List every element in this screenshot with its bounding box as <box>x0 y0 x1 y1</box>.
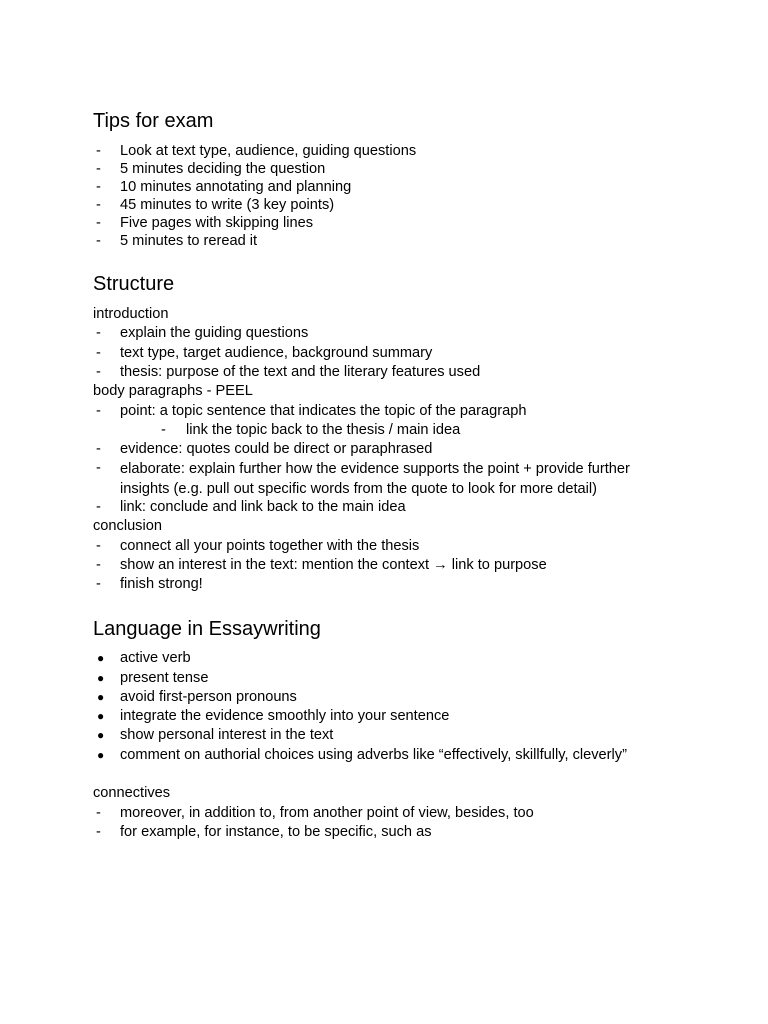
language-item-text: avoid first-person pronouns <box>120 689 297 705</box>
dash-marker: - <box>96 805 101 821</box>
conclusion-item-text: connect all your points together with the thesis <box>120 538 420 554</box>
connectives-label: connectives <box>93 785 171 801</box>
dash-marker: - <box>96 345 101 361</box>
body-item-text: evidence: quotes could be direct or paraphrased <box>120 441 433 457</box>
body-paragraphs-label: body paragraphs - PEEL <box>93 383 253 399</box>
language-heading: Language in Essaywriting <box>93 618 321 640</box>
dash-marker: - <box>96 197 101 213</box>
tips-item-text: 10 minutes annotating and planning <box>120 179 352 195</box>
structure-heading: Structure <box>93 273 175 295</box>
dash-marker: - <box>96 499 101 515</box>
bullet-marker: ● <box>97 671 105 685</box>
tips-item-text: 5 minutes to reread it <box>120 233 258 249</box>
conclusion-item-text: show an interest in the text: mention the context → link to purpose <box>120 557 547 573</box>
bullet-marker: ● <box>97 690 105 704</box>
connectives-item-text: for example, for instance, to be specific, such as <box>120 824 432 840</box>
dash-marker: - <box>96 441 101 457</box>
dash-marker: - <box>96 460 101 476</box>
bullet-marker: ● <box>97 748 105 762</box>
language-item-text: show personal interest in the text <box>120 727 334 743</box>
dash-marker: - <box>96 143 101 159</box>
dash-marker: - <box>96 233 101 249</box>
dash-marker: - <box>96 215 101 231</box>
language-item-text: comment on authorial choices using adverbs like “effectively, skillfully, cleverly” <box>120 747 627 763</box>
introduction-label: introduction <box>93 306 169 322</box>
tips-item-text: 5 minutes deciding the question <box>120 161 326 177</box>
introduction-item-text: explain the guiding questions <box>120 325 309 341</box>
body-item-text: link: conclude and link back to the main idea <box>120 499 406 515</box>
tips-item-text: Look at text type, audience, guiding questions <box>120 143 417 159</box>
conclusion-label: conclusion <box>93 518 162 534</box>
dash-marker: - <box>96 538 101 554</box>
bullet-marker: ● <box>97 709 105 723</box>
language-item-text: active verb <box>120 650 191 666</box>
dash-marker: - <box>96 824 101 840</box>
conclusion-item-text: finish strong! <box>120 576 203 592</box>
dash-marker: - <box>96 576 101 592</box>
dash-marker: - <box>96 161 101 177</box>
introduction-item-text: text type, target audience, background summary <box>120 345 433 361</box>
dash-marker: - <box>96 403 101 419</box>
dash-marker: - <box>96 364 101 380</box>
dash-marker: - <box>96 179 101 195</box>
dash-marker: - <box>96 325 101 341</box>
language-item-text: integrate the evidence smoothly into your sentence <box>120 708 450 724</box>
tips-item-text: Five pages with skipping lines <box>120 215 314 231</box>
bullet-marker: ● <box>97 651 105 665</box>
introduction-item-text: thesis: purpose of the text and the literary features used <box>120 364 481 380</box>
body-item-text: elaborate: explain further how the evidence supports the point + provide further insights (e.g. pull out specific words from the quote to look for more detail) <box>120 461 630 497</box>
tips-item-text: 45 minutes to write (3 key points) <box>120 197 335 213</box>
connectives-item-text: moreover, in addition to, from another point of view, besides, too <box>120 805 534 821</box>
dash-marker: - <box>96 557 101 573</box>
bullet-marker: ● <box>97 728 105 742</box>
tips-heading: Tips for exam <box>93 110 214 132</box>
body-item-text: point: a topic sentence that indicates the topic of the paragraph <box>120 403 527 419</box>
language-item-text: present tense <box>120 670 209 686</box>
dash-marker: - <box>161 422 166 438</box>
body-subitem-text: link the topic back to the thesis / main idea <box>186 422 461 438</box>
